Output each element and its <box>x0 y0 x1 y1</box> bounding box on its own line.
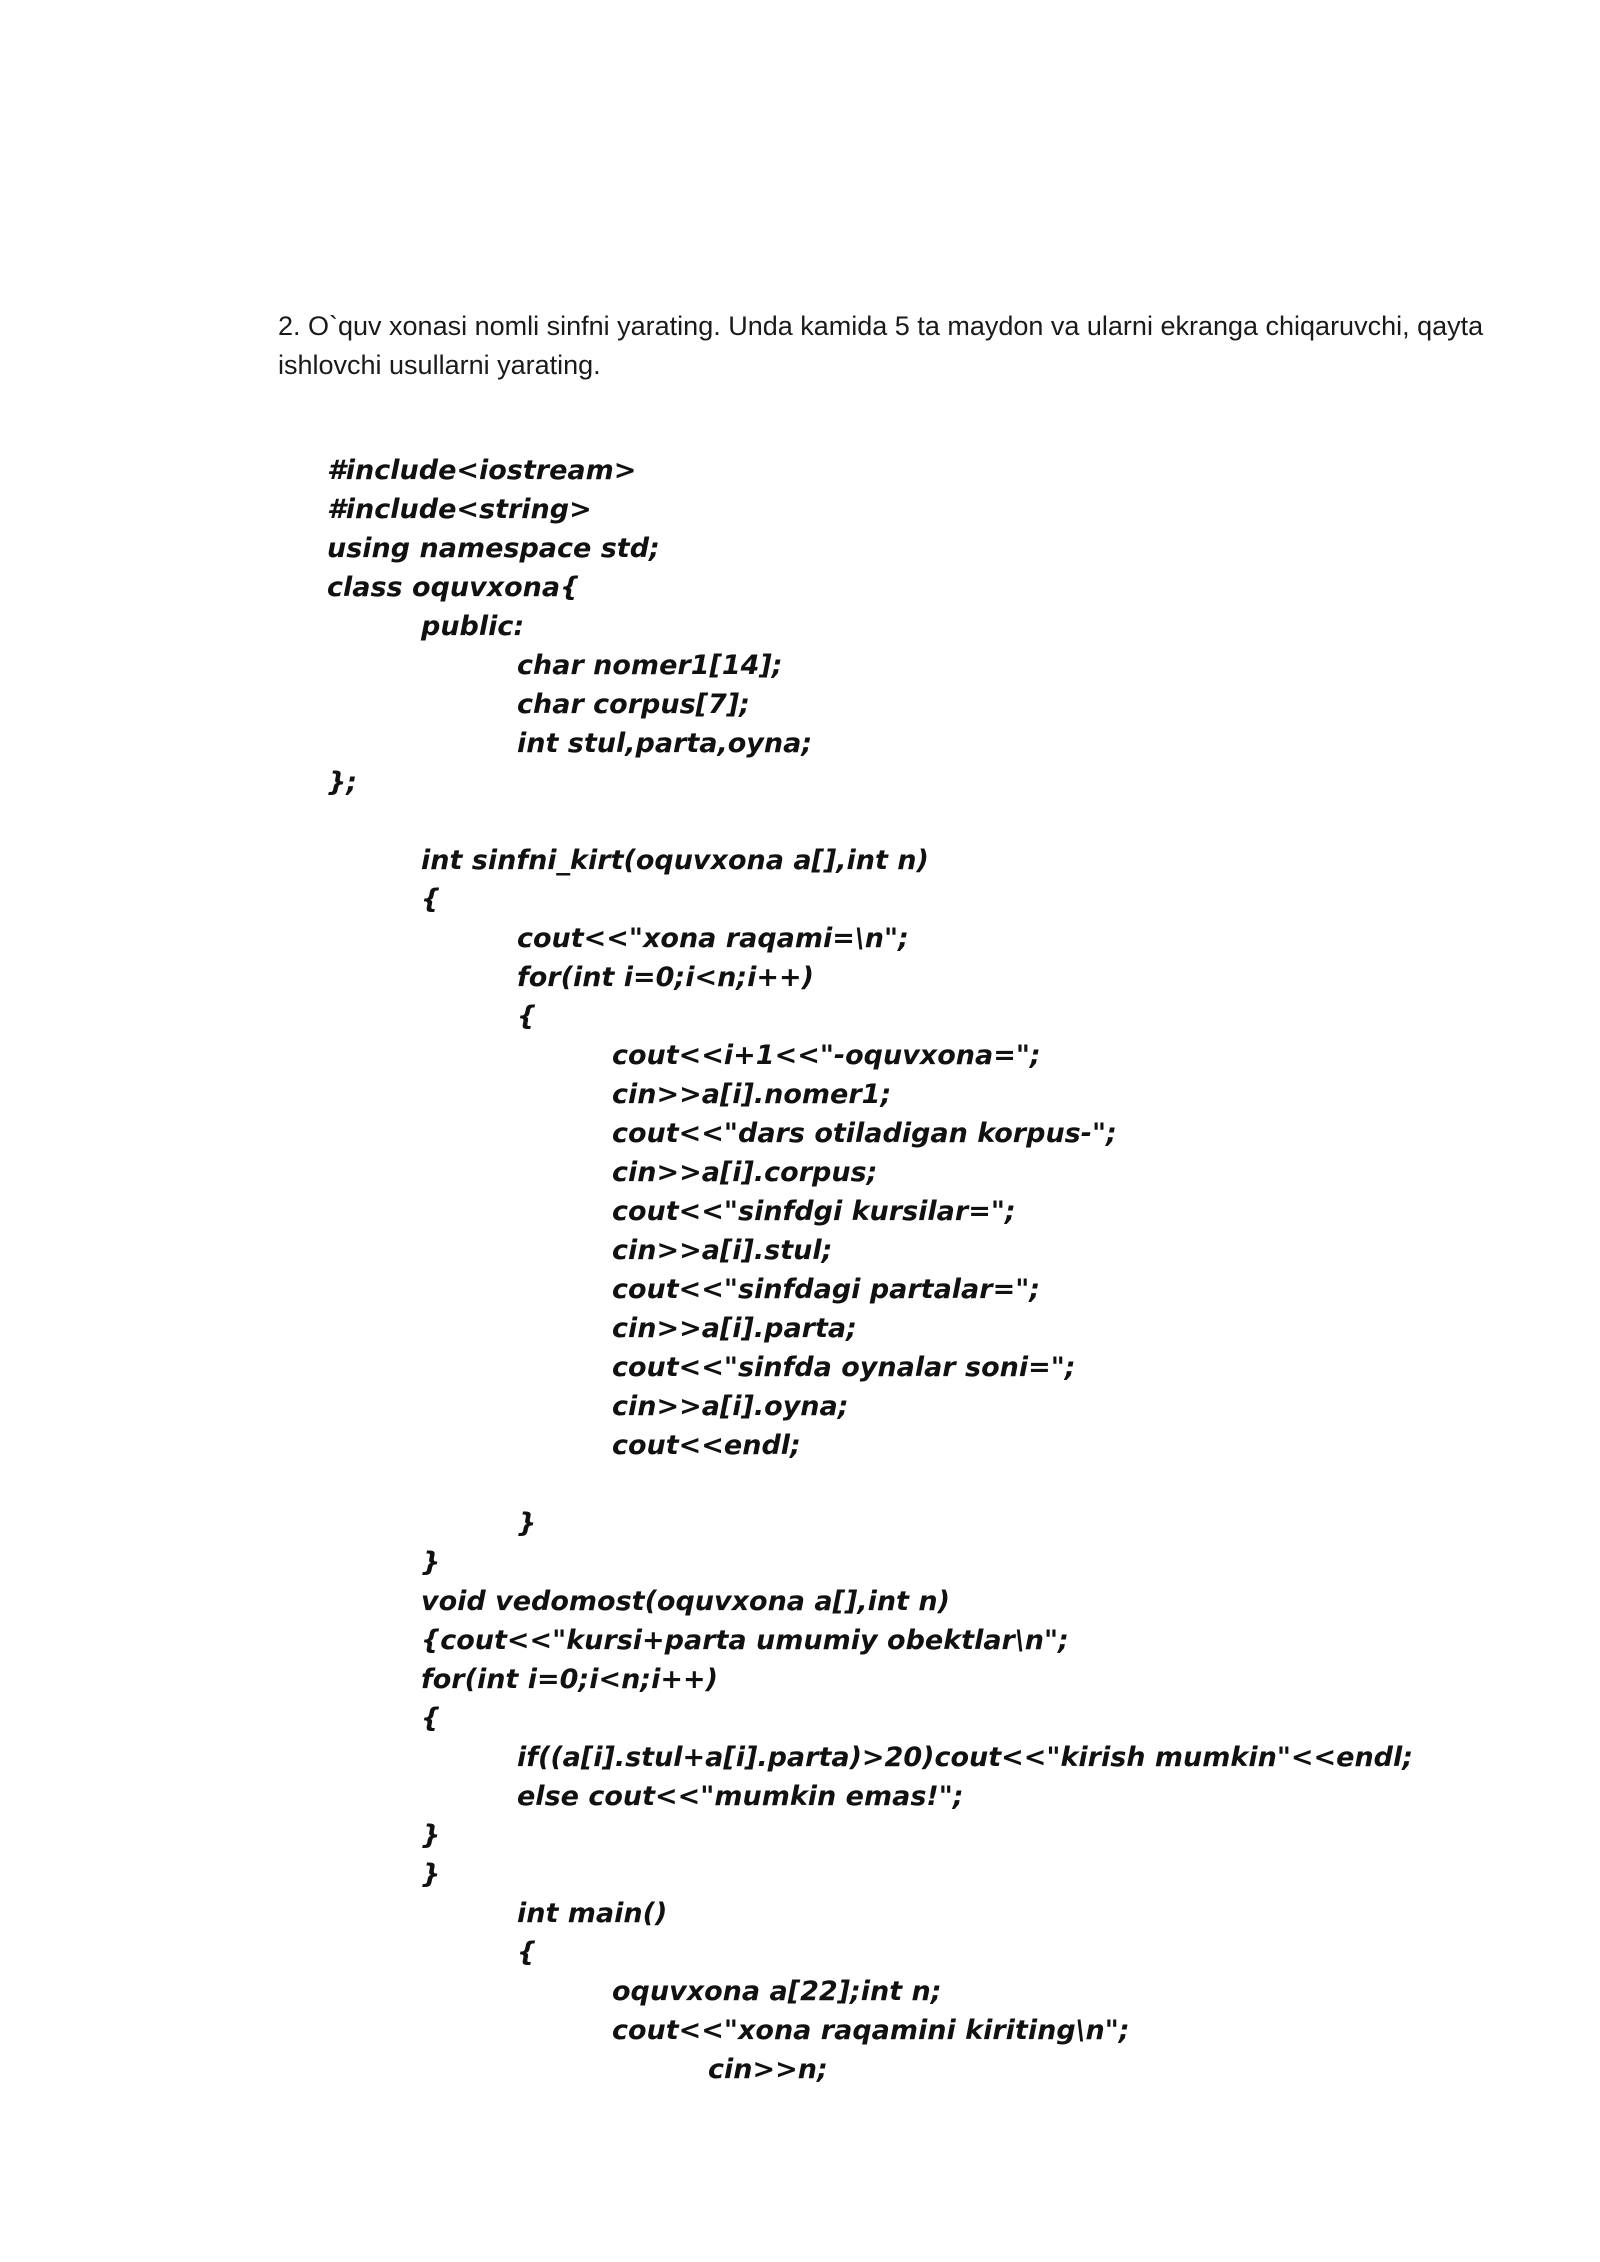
code-line: if((a[i].stul+a[i].parta)>20)cout<<"kirish mumkin"<<endl; <box>517 1742 1414 1773</box>
code-line: } <box>421 1859 441 1890</box>
code-line: { <box>517 1001 537 1032</box>
code-line: cin>>a[i].parta; <box>612 1313 857 1344</box>
code-line: }; <box>327 767 358 798</box>
code-line: #include<iostream> <box>327 455 637 486</box>
code-line: } <box>421 1547 441 1578</box>
code-line: char nomer1[14]; <box>517 650 783 681</box>
code-line: for(int i=0;i<n;i++) <box>421 1664 718 1695</box>
code-line: cout<<"dars otiladigan korpus-"; <box>612 1118 1117 1149</box>
code-line: public: <box>421 611 525 642</box>
code-line: class oquvxona{ <box>327 572 580 603</box>
code-line: {cout<<"kursi+parta umumiy obektlar\n"; <box>421 1625 1069 1656</box>
code-line: { <box>517 1937 537 1968</box>
code-line: else cout<<"mumkin emas!"; <box>517 1781 964 1812</box>
code-line: #include<string> <box>327 494 592 525</box>
code-line: cin>>a[i].nomer1; <box>612 1079 892 1110</box>
code-line: char corpus[7]; <box>517 689 750 720</box>
code-line: cin>>a[i].oyna; <box>612 1391 849 1422</box>
code-line: int sinfni_kirt(oquvxona a[],int n) <box>421 845 929 876</box>
code-line: } <box>421 1820 441 1851</box>
code-line: for(int i=0;i<n;i++) <box>517 962 814 993</box>
code-line: cout<<i+1<<"-oquvxona="; <box>612 1040 1041 1071</box>
code-line: void vedomost(oquvxona a[],int n) <box>421 1586 950 1617</box>
code-line: cout<<"sinfda oynalar soni="; <box>612 1352 1076 1383</box>
code-line: int stul,parta,oyna; <box>517 728 813 759</box>
code-line: using namespace std; <box>327 533 660 564</box>
task-statement: 2. O`quv xonasi nomli sinfni yarating. Unda kamida 5 ta maydon va ularni ekranga chiqaruvchi, qayta ishlovchi usullarni yarating. <box>278 311 1484 380</box>
code-line: oquvxona a[22];int n; <box>612 1976 942 2007</box>
code-line: cout<<"xona raqami=\n"; <box>517 923 909 954</box>
code-line: cin>>n; <box>708 2054 828 2085</box>
code-line: { <box>421 884 441 915</box>
code-line: } <box>517 1508 537 1539</box>
code-line: cin>>a[i].corpus; <box>612 1157 878 1188</box>
code-line: int main() <box>517 1898 668 1929</box>
code-line: cin>>a[i].stul; <box>612 1235 833 1266</box>
code-line: cout<<"sinfdagi partalar="; <box>612 1274 1041 1305</box>
code-line: cout<<"xona raqamini kiriting\n"; <box>612 2015 1130 2046</box>
code-line: cout<<"sinfdgi kursilar="; <box>612 1196 1016 1227</box>
code-line: cout<<endl; <box>612 1430 801 1461</box>
code-line: { <box>421 1703 441 1734</box>
